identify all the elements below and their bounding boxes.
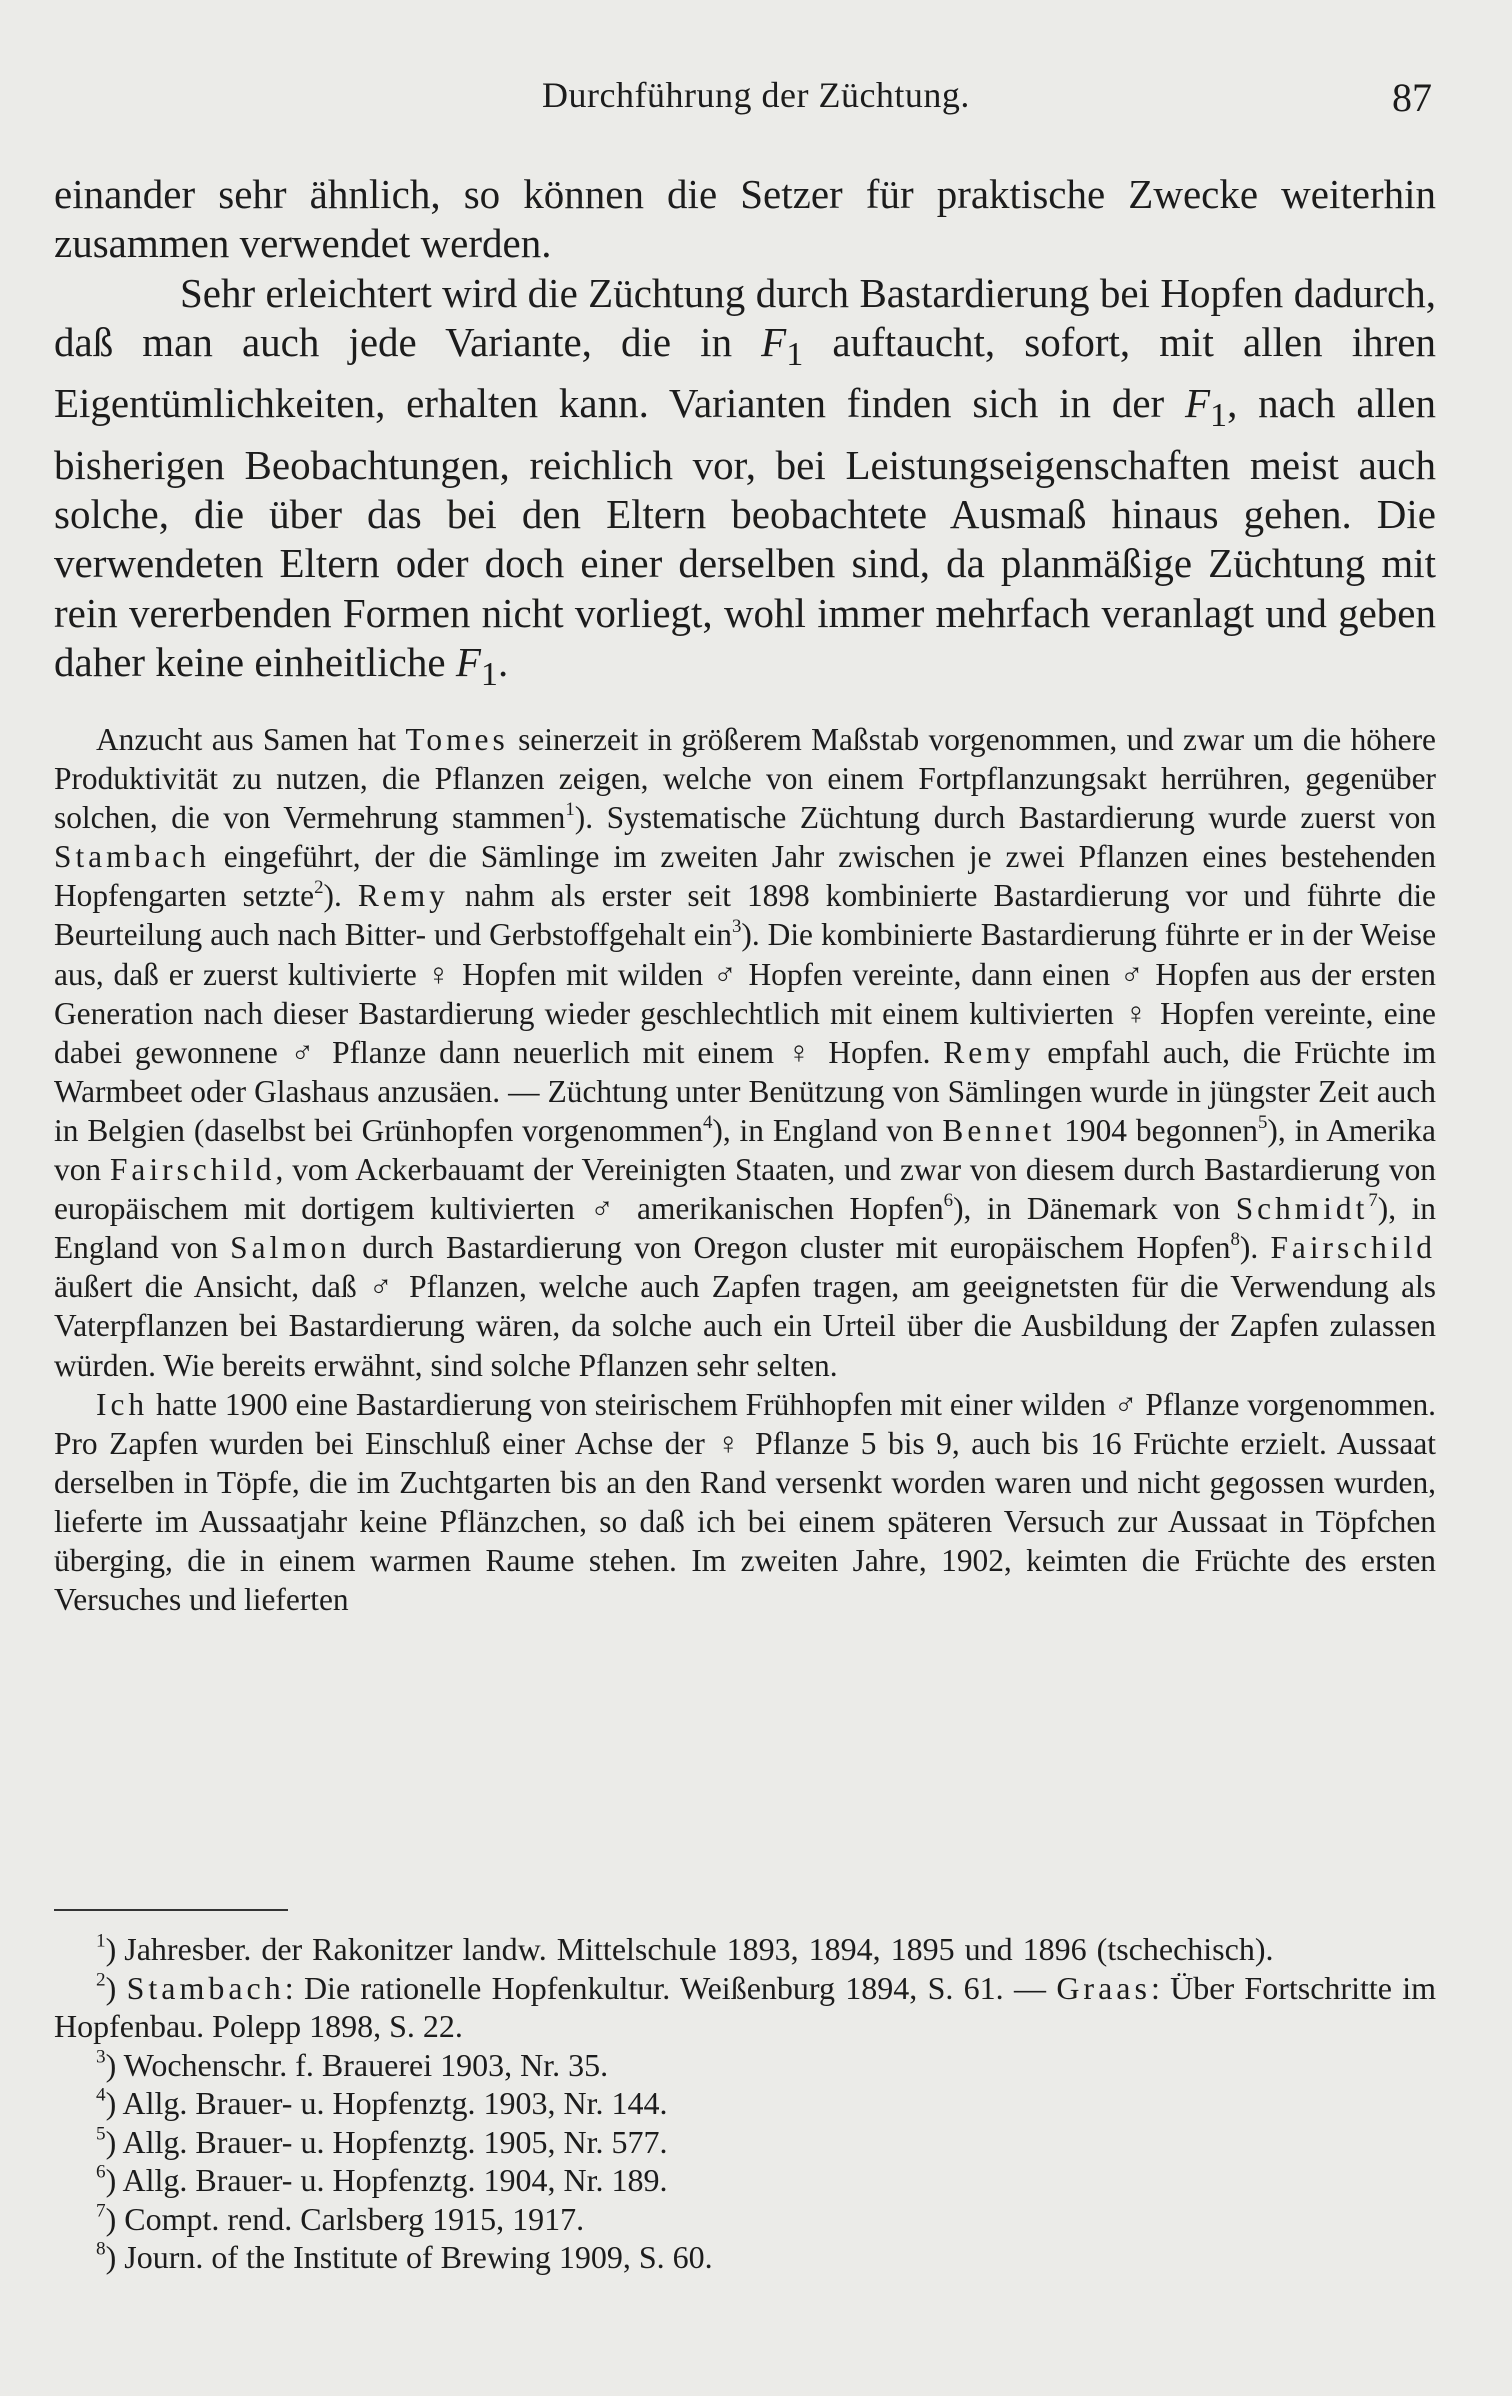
footnote-ref: 4	[702, 1111, 713, 1133]
footnote-ref: 8	[1230, 1229, 1240, 1251]
footnote-2: $^2$) Stambach: Die rationelle Hopfenkultur. Weißenburg 1894, S. 61. — Graas: Über Fortschritte im Hopfenbau. Polepp 1898, S. 22.	[54, 1969, 1437, 2044]
person-name: Tomes	[405, 722, 509, 757]
footnote-ref: 7	[1368, 1189, 1378, 1211]
footnote-3: $^3$) Wochenschr. f. Brauerei 1903, Nr. 35.	[96, 2046, 609, 2083]
small-print-section	[54, 720, 1436, 1619]
page-number: 87	[1392, 75, 1432, 120]
footnotes	[54, 1930, 1436, 2277]
paragraph-continuation: einander sehr ähnlich, so können die Setzer für praktische Zwecke weiterhin zusammen verwendet werden.	[54, 171, 1436, 267]
person-name: Salmon	[230, 1230, 351, 1266]
running-head	[0, 74, 1512, 134]
footnote-ref: 6	[943, 1189, 954, 1211]
footnote-ref: 2	[314, 877, 324, 899]
footnote-rule	[54, 1909, 288, 1911]
paragraph-bastardierung: Sehr erleichtert wird die Züchtung durch Bastardierung bei Hopfen dadurch, daß man auch jede Variante, die in $F_1$ auftaucht, sofort, mit allen ihren Eigentümlichkeiten, erhalten kann. Varianten finden sich in der $F_1$, nach allen bisherigen Beobachtungen, reichlich vor, bei Leistungseigenschaften meist auch solche, die über das bei den Eltern beobachtete Ausmaß hinaus gehen. Die verwendeten Eltern oder doch einer derselben sind, da planmäßige Züchtung mit rein vererbenden Formen nicht vorliegt, wohl immer mehrfach veranlagt und geben daher keine einheitliche $F_1$.	[54, 269, 1437, 694]
footnote-1: $^1$) Jahresber. der Rakonitzer landw. Mittelschule 1893, 1894, 1895 und 1896 (tschechisch).	[96, 1930, 1274, 1967]
person-name: Remy	[943, 1034, 1035, 1070]
main-text	[54, 170, 1436, 700]
paragraph-own-experiment: Ich hatte 1900 eine Bastardierung von steirischem Frühhopfen mit einer wilden ♂ Pflanze vorgenommen. Pro Zapfen wurden bei Einschluß einer Achse der ♀ Pflanze 5 bis 9, auch bis 16 Früchte erzielt. Aussaat derselben in Töpfe, die im Zuchtgarten bis an den Rand versenkt worden waren und nicht gegossen wurden, lieferte im Aussaatjahr keine Pflänzchen, so daß ich bei einem späteren Versuch zur Aussaat in Töpfchen überging, die in einem warmen Raume stehen. Im zweiten Jahre, 1902, keimten die Früchte des ersten Versuches und lieferten	[54, 1386, 1436, 1618]
footnote-ref: 3	[731, 916, 742, 938]
person-name: Schmidt	[1235, 1191, 1369, 1227]
footnote-8: $^8$) Journ. of the Institute of Brewing 1909, S. 60.	[96, 2238, 713, 2275]
footnote-6: $^6$) Allg. Brauer- u. Hopfenztg. 1904, Nr. 189.	[96, 2161, 668, 2198]
person-name: Stambach	[54, 839, 210, 875]
person-name: Bennet	[942, 1112, 1056, 1148]
person-name: Remy	[357, 878, 449, 914]
footnote-ref: 1	[565, 799, 575, 820]
person-name: Fairschild	[1270, 1230, 1436, 1266]
paragraph-history: Anzucht aus Samen hat Tomes seinerzeit in größerem Maßstab vorgenommen, und zwar um die höhere Produktivität zu nutzen, die Pflanzen zeigen, welche von einem Fortpflanzungsakt herrühren, gegenüber solchen, die von Vermehrung stammen$^1$). Systematische Züchtung durch Bastardierung wurde zuerst von Stambach eingeführt, der die Sämlinge im zweiten Jahr zwischen je zwei Pflanzen eines bestehenden Hopfengarten setzte$^2$). Remy nahm als erster seit 1898 kombinierte Bastardierung vor und führte die Beurteilung auch nach Bitter- und Gerbstoffgehalt ein$^3$). Die kombinierte Bastardierung führte er in der Weise aus, daß er zuerst kultivierte ♀ Hopfen mit wilden ♂ Hopfen vereinte, dann einen ♂ Hopfen aus der ersten Generation nach dieser Bastardierung wieder geschlechtlich mit einem kultivierten ♀ Hopfen vereinte, eine dabei gewonnene ♂ Pflanze dann neuerlich mit einem ♀ Hopfen. Remy empfahl auch, die Früchte im Warmbeet oder Glashaus anzusäen. — Züchtung unter Benützung von Sämlingen wurde in jüngster Zeit auch in Belgien (daselbst bei Grünhopfen vorgenommen$^4$), in England von Bennet 1904 begonnen$^5$), in Amerika von Fairschild, vom Ackerbauamt der Vereinigten Staaten, und zwar von diesem durch Bastardierung von europäischem mit dortigem kultivierten ♂ amerikanischen Hopfen$^6$), in Dänemark von Schmidt$^7$), in England von Salmon durch Bastardierung von Oregon cluster mit europäischem Hopfen$^8$). Fairschild äußert die Ansicht, daß ♂ Pflanzen, welche auch Zapfen tragen, am geeignetsten für die Verwendung als Vaterpflanzen bei Bastardierung wären, da solche auch ein Urteil über die Ausbildung der Zapfen zulassen würden. Wie bereits erwähnt, sind solche Pflanzen sehr selten.	[54, 722, 1437, 1383]
person-name: Fairschild	[109, 1152, 276, 1188]
footnote-ref: 5	[1257, 1111, 1268, 1133]
footnote-5: $^5$) Allg. Brauer- u. Hopfenztg. 1905, Nr. 577.	[96, 2123, 668, 2160]
running-title: Durchführung der Züchtung.	[542, 75, 970, 115]
footnote-4: $^4$) Allg. Brauer- u. Hopfenztg. 1903, Nr. 144.	[96, 2084, 668, 2121]
footnote-7: $^7$) Compt. rend. Carlsberg 1915, 1917.	[96, 2200, 585, 2237]
